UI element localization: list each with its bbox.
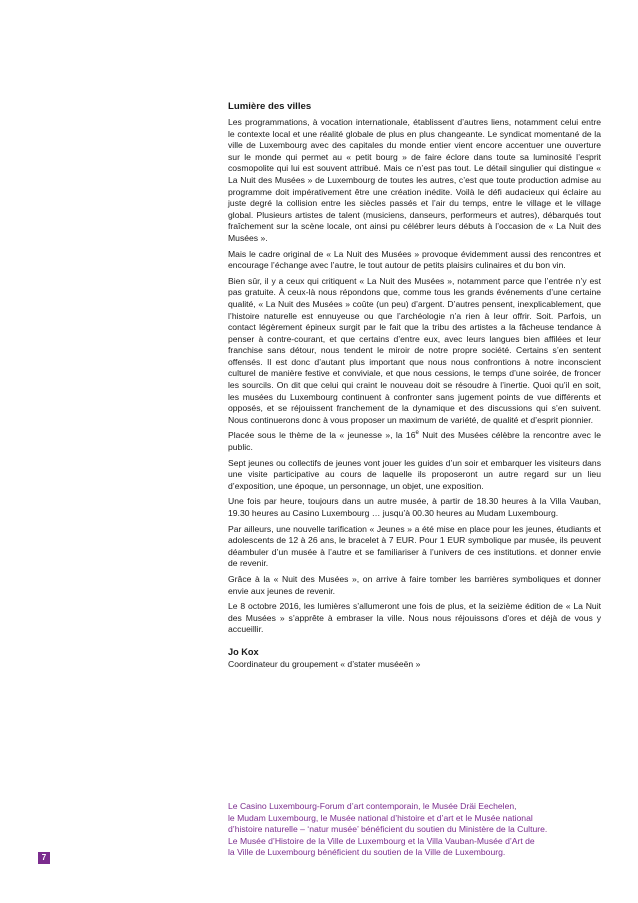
- signature-role: Coordinateur du groupement « d’stater muséeën »: [228, 658, 421, 669]
- page-number: 7: [38, 852, 50, 864]
- footer-line: la Ville de Luxembourg bénéficient du soutien de la Ville de Luxembourg.: [228, 847, 506, 858]
- paragraph-text: Nuit des Musées célèbre la rencontre avec le public.: [228, 430, 601, 453]
- footer-line: le Mudam Luxembourg, le Musée national d’histoire et d’art et le Musée national: [228, 812, 533, 823]
- paragraph: Bien sûr, il y a ceux qui critiquent « La Nuit des Musées », notamment parce que l’entrée n’y est pas gratuite. À ceux-là nous répondons que, comme tous les grands événements d’une certaine qualité, « La Nuit des Musées » coûte (un peu) d’argent. D’autres pensent, inexplicablement, que l’histoire naturelle est ennuyeuse ou que l’archéologie n’a rien à leur offrir. Soit. Parfois, un contact légèrement épineux surgit par le fait que la tribu des artistes a la fâcheuse tendance à penser à contre-courant, et que certains d’entre eux, avec leurs langues bien affilées et leur franchise sans détour, nous tendent le miroir de notre propre société. Certains s’en sentent offensés. Il est donc d’autant plus important que nous nous confrontions à notre inconscient culturel de manière festive et conviviale, et que nous cessions, le temps d’une soirée, de froncer les sourcils. On dit que celui qui craint le nouveau doit se résoudre à l’inertie. Quoi qu’il en soit, les musées du Luxembourg continuent à confronter sans jugement points de vue différents et opposés, et se réjouissent franchement de la dynamique et des discussions qui s’en suivent. Nous continuerons donc à vous proposer un maximum de variété, de qualité et d’esprit pionnier.: [228, 275, 601, 425]
- sponsor-footer: [228, 801, 608, 859]
- paragraph: Mais le cadre original de « La Nuit des Musées » provoque évidemment aussi des rencontres et encourage l’échange avec l’autre, le tout autour de petits plaisirs culinaires et du bon vin.: [228, 248, 601, 271]
- paragraph: Une fois par heure, toujours dans un autre musée, à partir de 18.30 heures à la Villa Vauban, 19.30 heures au Casino Luxembourg … jusqu’à 00.30 heures au Mudam Luxembourg.: [228, 496, 601, 518]
- footer-line: Le Casino Luxembourg-Forum d’art contemporain, le Musée Dräi Eechelen,: [228, 801, 517, 811]
- paragraph: Les programmations, à vocation internationale, établissent d’autres liens, notamment celui entre le contexte local et une réalité globale de plus en plus changeante. Le syndicat momentané de la ville de Luxembourg avec des capitales du monde entier vient encore accentuer une ouverture sur le monde qui permet au « petit bourg » de faire éclore dans toute sa luminosité l’esprit cosmopolite qui lui est souvent attribué. Mais ce n’est pas tout. Le détail singulier qui distingue « La Nuit des Musées » de Luxembourg de toutes les autres, c’est que toute production admise au programme doit impérativement être une création inédite. Voilà le défi audacieux qui éclaire au juste degré la collision entre les siècles passés et l’air du temps, entre le village et le village global. Plusieurs artistes de talent (musiciens, danseurs, performeurs et autres), débarqués tout fraîchement sur la scène locale, ont ainsi pu célébrer leurs débuts à l’occasion de « La Nuit des Musées ».: [228, 117, 601, 243]
- superscript-e: e: [415, 430, 419, 437]
- footer-line: Le Musée d’Histoire de la Ville de Luxembourg et la Villa Vauban-Musée d’Art de: [228, 835, 535, 846]
- article-body: [228, 100, 601, 670]
- paragraph: Le 8 octobre 2016, les lumières s’allumeront une fois de plus, et la seizième édition de « La Nuit des Musées » s’apprête à embraser la ville. Nous nous réjouissons d’ores et déjà de vous y accueillir.: [228, 601, 601, 635]
- paragraph: Grâce à la « Nuit des Musées », on arrive à faire tomber les barrières symboliques et donner envie aux jeunes de revenir.: [228, 573, 601, 596]
- signature-name: Jo Kox: [228, 646, 259, 657]
- paragraph-text: Placée sous le thème de la « jeunesse », la 16: [228, 430, 416, 441]
- paragraph: Par ailleurs, une nouvelle tarification « Jeunes » a été mise en place pour les jeunes, étudiants et adolescents de 12 à 26 ans, le bracelet à 7 EUR. Pour 1 EUR symbolique par musée, ils peuvent déambuler d’un musée à l’autre et se familiariser à l’univers de ces institutions. et donner envie de revenir.: [228, 523, 601, 569]
- paragraph: Sept jeunes ou collectifs de jeunes vont jouer les guides d’un soir et embarquer les visiteurs dans une visite participative au cours de laquelle ils proposeront un autre regard sur un lieu d’exposition, une époque, un personnage, un objet, une exposition.: [228, 457, 601, 491]
- footer-line: d’histoire naturelle – ‘natur musée’ bénéficient du soutien du Ministère de la Culture.: [228, 824, 548, 835]
- section-title: Lumière des villes: [228, 101, 312, 112]
- paragraph-16th-edition: [228, 430, 601, 453]
